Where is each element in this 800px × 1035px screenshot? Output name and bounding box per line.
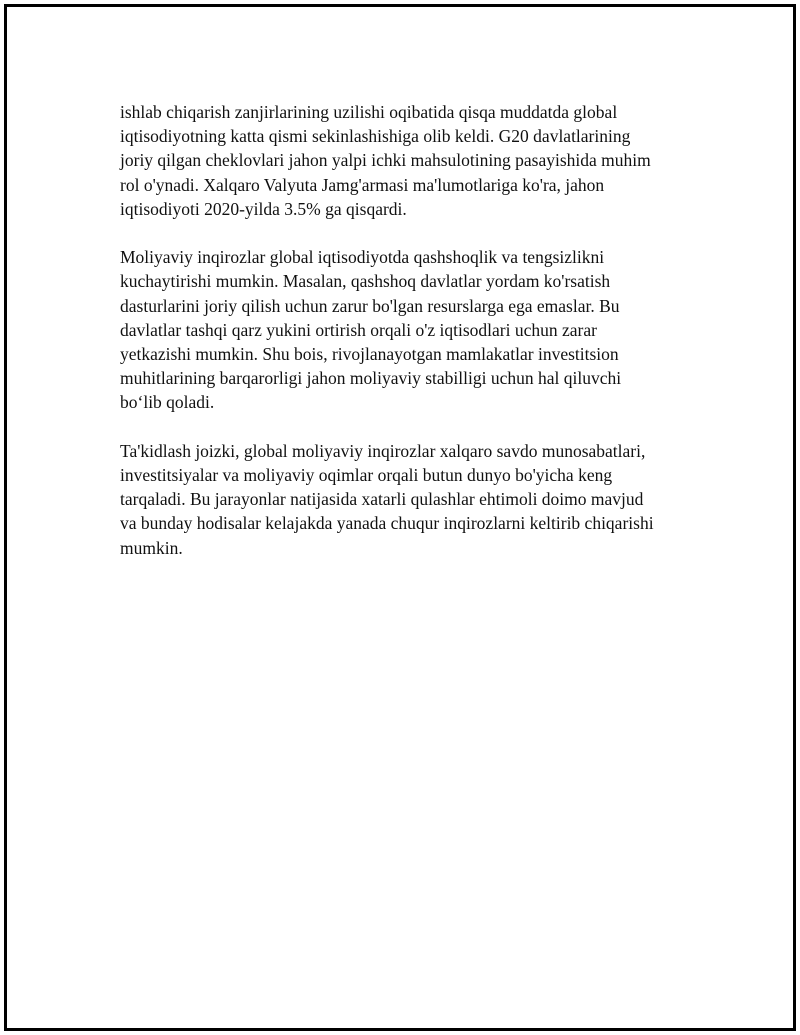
paragraph-line: bo‘lib qoladi. [120,392,215,413]
paragraph-line: ishlab chiqarish zanjirlarining uzilishi oqibatida qisqa muddatda global [120,102,618,122]
page-frame [4,4,796,1031]
paragraph-line: muhitlarining barqarorligi jahon moliyaviy stabilligi uchun hal qiluvchi [120,368,622,389]
paragraph-line: tarqaladi. Bu jarayonlar natijasida xatarli qulashlar ehtimoli doimo mavjud [120,489,644,510]
paragraph-line: yetkazishi mumkin. Shu bois, rivojlanayotgan mamlakatlar investitsion [120,344,619,365]
paragraph-line: dasturlarini joriy qilish uchun zarur bo'lgan resurslarga ega emaslar. Bu [120,295,620,316]
paragraph-line: Moliyaviy inqirozlar global iqtisodiyotda qashshoqlik va tengsizlikni [120,247,605,268]
paragraph-line: investitsiyalar va moliyaviy oqimlar orqali butun dunyo bo'yicha keng [120,465,613,486]
document-body [120,100,700,584]
paragraph-line: iqtisodiyoti 2020-yilda 3.5% ga qisqardi. [120,198,407,219]
paragraph-1 [120,100,700,221]
paragraph-line: mumkin. [120,537,183,558]
paragraph-line: rol o'ynadi. Xalqaro Valyuta Jamg'armasi ma'lumotlariga ko'ra, jahon [120,174,605,195]
paragraph-line: Ta'kidlash joizki, global moliyaviy inqirozlar xalqaro savdo munosabatlari, [120,440,646,461]
paragraph-3 [120,439,700,560]
paragraph-line: davlatlar tashqi qarz yukini ortirish orqali o'z iqtisodlari uchun zarar [120,319,597,340]
paragraph-line: joriy qilgan cheklovlari jahon yalpi ichki mahsulotining pasayishida muhim [120,150,651,171]
paragraph-line: kuchaytirishi mumkin. Masalan, qashshoq davlatlar yordam ko'rsatish [120,271,611,292]
paragraph-line: iqtisodiyotning katta qismi sekinlashishiga olib keldi. G20 davlatlarining [120,126,631,147]
paragraph-line: va bunday hodisalar kelajakda yanada chuqur inqirozlarni keltirib chiqarishi [120,513,654,534]
paragraph-2 [120,245,700,414]
